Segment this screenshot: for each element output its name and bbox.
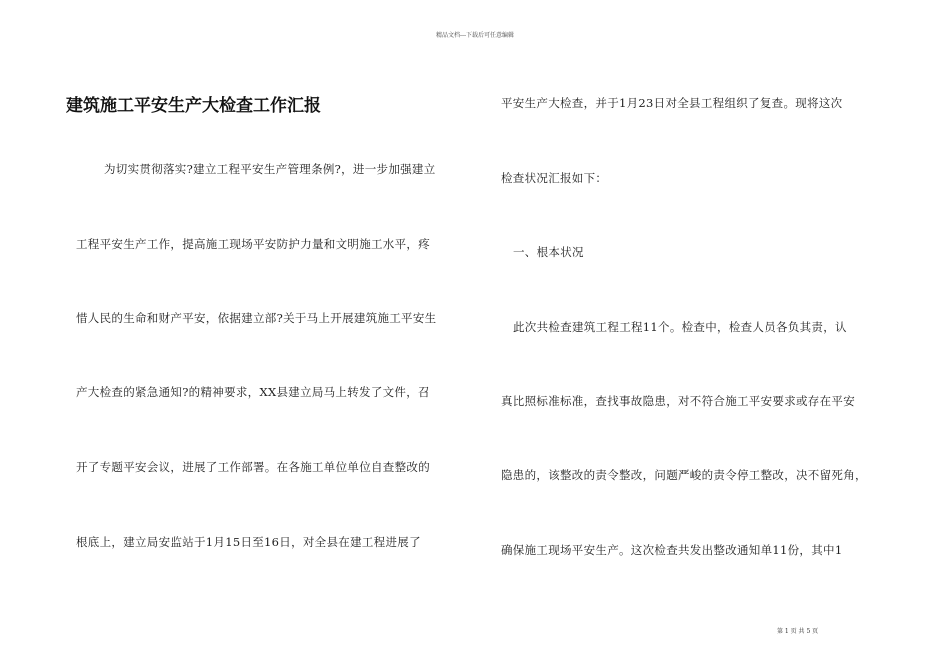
body-line: 隐患的，该整改的责令整改，问题严峻的责令停工整改，决不留死角， xyxy=(501,468,867,482)
section-heading: 一、根本状况 xyxy=(513,245,584,259)
body-line: 检查状况汇报如下： xyxy=(501,171,608,185)
body-line: 工程平安生产工作，提高施工现场平安防护力量和文明施工水平，疼 xyxy=(76,237,430,251)
body-line: 产大检查的紧急通知?的精神要求，XX县建立局马上转发了文件，召 xyxy=(76,385,430,399)
page-header: 精品文档---下载后可任意编辑 xyxy=(435,32,515,39)
body-line: 根底上，建立局安监站于1月15日至16日，对全县在建工程进展了 xyxy=(76,535,421,549)
body-line: 为切实贯彻落实?建立工程平安生产管理条例?，进一步加强建立 xyxy=(104,162,436,176)
body-line: 平安生产大检查，并于1月23日对全县工程组织了复查。现将这次 xyxy=(501,96,843,110)
page-number: 第 1 页 共 5 页 xyxy=(777,628,819,635)
document-title: 建筑施工平安生产大检查工作汇报 xyxy=(66,96,321,116)
body-line: 真比照标准标准，查找事故隐患，对不符合施工平安要求或存在平安 xyxy=(501,394,855,408)
body-line: 惜人民的生命和财产平安，依据建立部?关于马上开展建筑施工平安生 xyxy=(76,311,437,325)
body-line: 开了专题平安会议，进展了工作部署。在各施工单位单位自查整改的 xyxy=(76,460,430,474)
body-line: 此次共检查建筑工程工程11个。检查中，检查人员各负其责，认 xyxy=(513,320,847,334)
body-line: 确保施工现场平安生产。这次检查共发出整改通知单11份，其中1 xyxy=(501,543,843,557)
